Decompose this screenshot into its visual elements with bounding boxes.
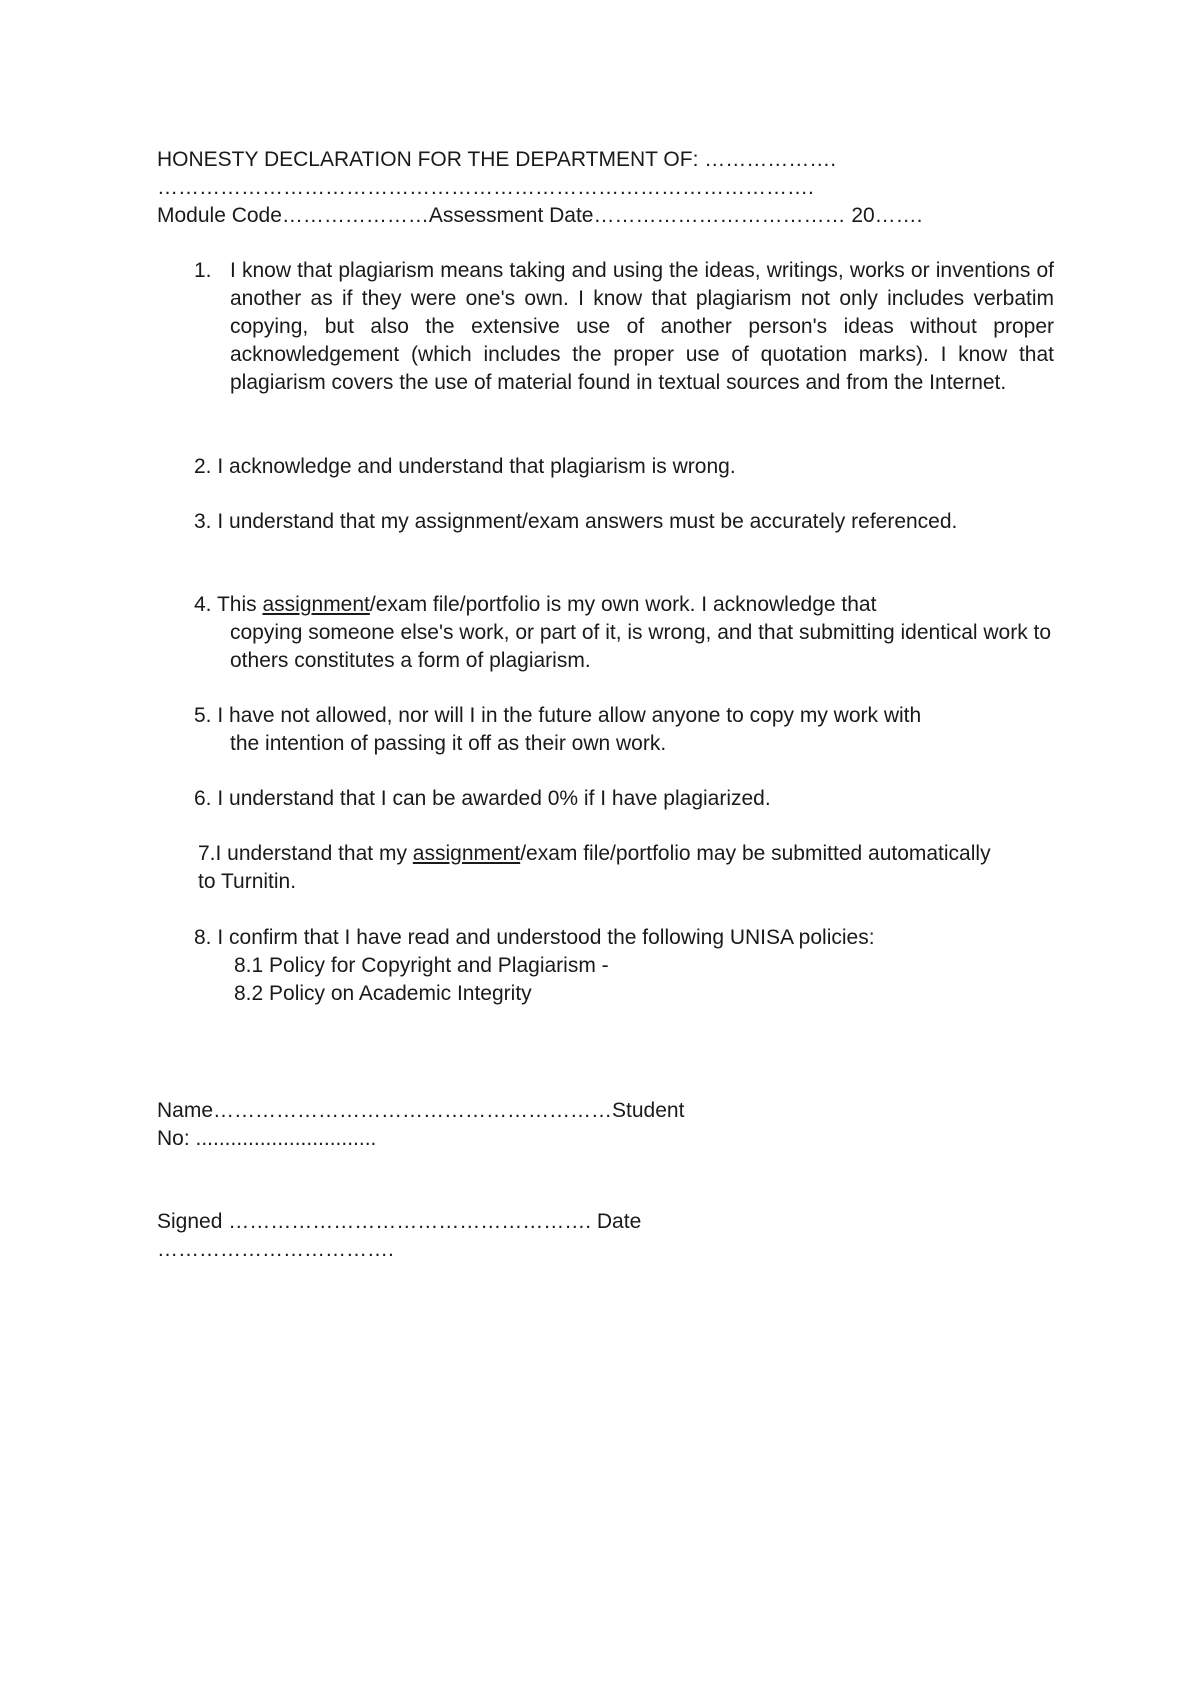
declaration-item-1 bbox=[194, 257, 1054, 397]
declaration-item-3: 3. I understand that my assignment/exam answers must be accurately referenced. bbox=[194, 510, 958, 533]
item-5-continuation: the intention of passing it off as their own work. bbox=[230, 732, 667, 755]
student-number-line: No: ............................... bbox=[157, 1127, 377, 1150]
declaration-item-2: 2. I acknowledge and understand that plagiarism is wrong. bbox=[194, 455, 736, 478]
item-7-prefix: 7.I understand that my bbox=[198, 842, 413, 865]
declaration-title: HONESTY DECLARATION FOR THE DEPARTMENT OF: ………………. bbox=[157, 148, 837, 171]
item-8-first-line: 8. I confirm that I have read and understood the following UNISA policies: bbox=[194, 926, 875, 949]
item-1-number: 1. bbox=[194, 259, 212, 282]
item-8-policy-2: 8.2 Policy on Academic Integrity bbox=[234, 982, 532, 1005]
declaration-item-6: 6. I understand that I can be awarded 0% if I have plagiarized. bbox=[194, 787, 771, 810]
declaration-item-5 bbox=[194, 702, 1054, 758]
declaration-item-7 bbox=[198, 840, 998, 896]
department-fill-line: …………………………………………………………………………………. bbox=[157, 176, 814, 199]
signed-date-line: Signed ……………………………………………. Date bbox=[157, 1210, 642, 1233]
item-7-suffix: /exam file/portfolio may be submitted automatically to Turnitin. bbox=[198, 842, 991, 893]
item-4-continuation: copying someone else's work, or part of it, is wrong, and that submitting identical work to others constitutes a form of plagiarism. bbox=[230, 621, 1052, 672]
item-8-policy-1: 8.1 Policy for Copyright and Plagiarism - bbox=[234, 954, 609, 977]
item-5-first-line: 5. I have not allowed, nor will I in the future allow anyone to copy my work with bbox=[194, 704, 922, 727]
date-fill-line: ……………………………. bbox=[157, 1238, 394, 1261]
item-4-prefix: 4. This bbox=[194, 593, 263, 616]
name-student-line: Name…………………………………………………Student bbox=[157, 1099, 685, 1122]
item-4-first-line bbox=[194, 591, 1054, 619]
item-1-text: I know that plagiarism means taking and using the ideas, writings, works or inventions of another as if they were one's own. I know that plagiarism not only includes verbatim copying, but also the extensive use of another person's ideas without proper acknowledgement (which includes the proper use of quotation marks). I know that plagiarism covers the use of material found in textual sources and from the Internet. bbox=[230, 259, 1054, 394]
item-4-underlined-word: assignment bbox=[262, 593, 370, 616]
module-code-line: Module Code…………………Assessment Date……………………………… 20……. bbox=[157, 204, 923, 227]
item-7-underlined-word: assignment bbox=[412, 842, 521, 865]
declaration-item-8 bbox=[194, 924, 1054, 1008]
item-4-suffix: /exam file/portfolio is my own work. I acknowledge that bbox=[369, 593, 877, 616]
declaration-item-4 bbox=[194, 591, 1054, 675]
